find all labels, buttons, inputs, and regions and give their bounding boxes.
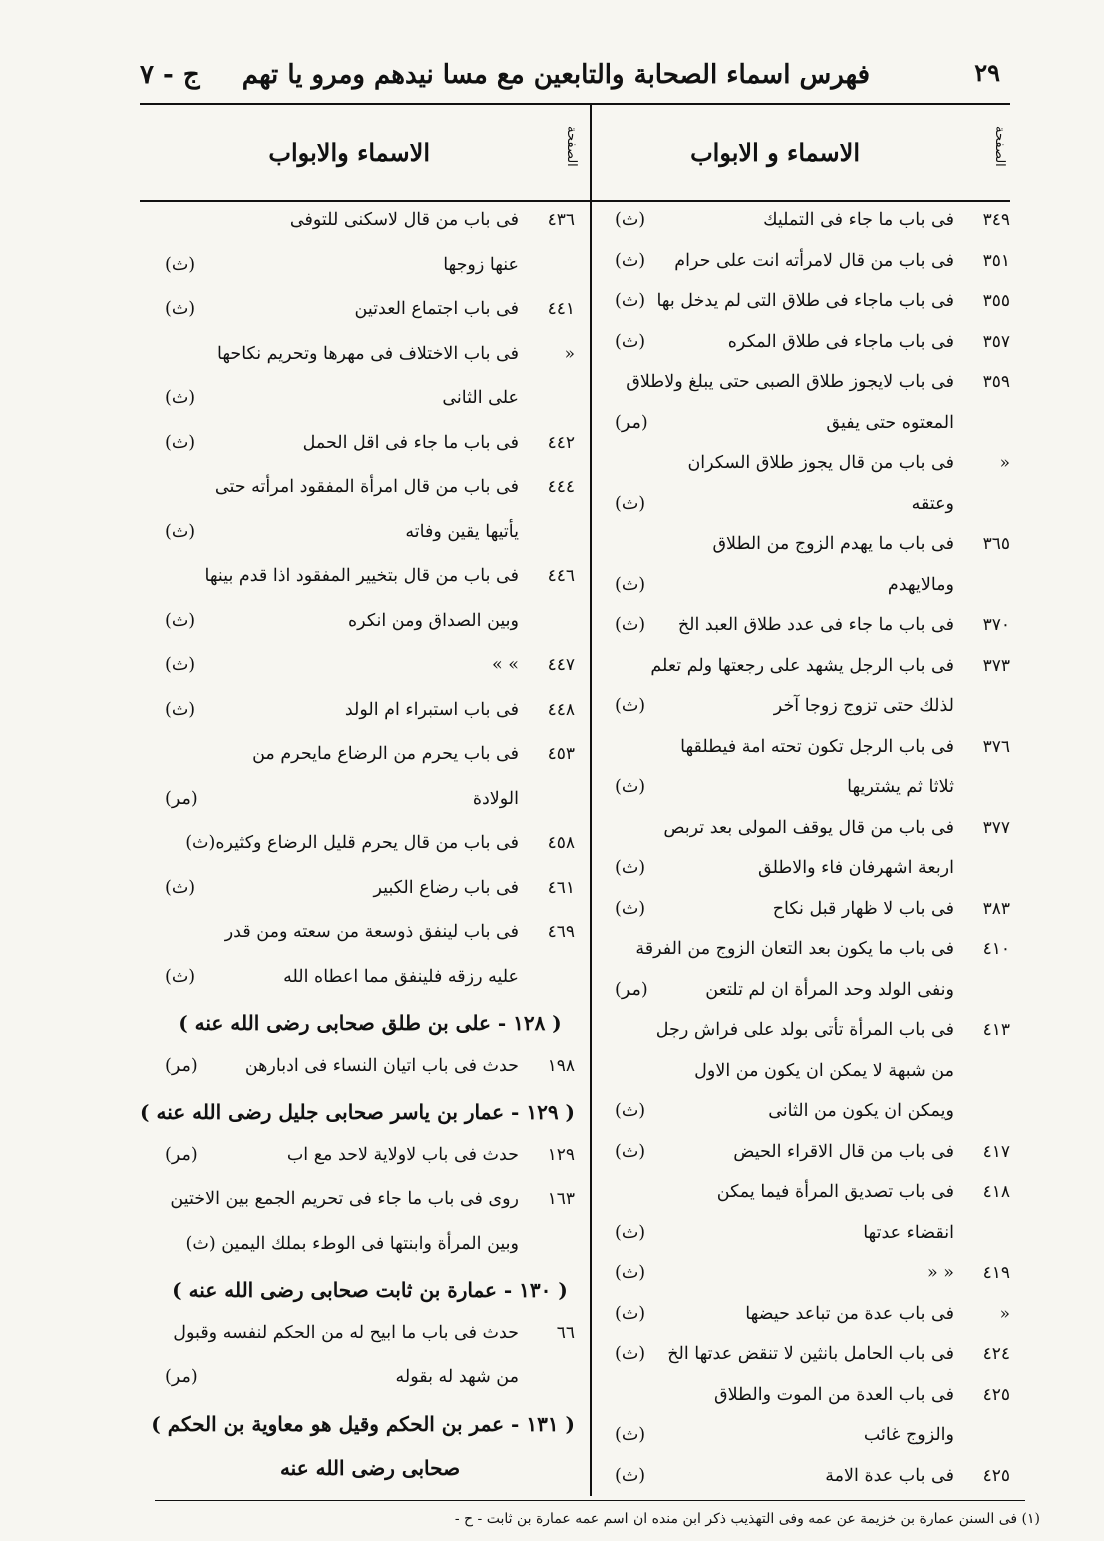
index-entry xyxy=(615,737,1010,771)
source-mark: (ث) xyxy=(615,1141,646,1162)
index-entry xyxy=(165,1367,575,1401)
index-entry xyxy=(165,1145,575,1179)
index-entry xyxy=(615,858,1010,892)
source-mark: (ث) xyxy=(165,254,196,275)
page-ref: ٣٥١ xyxy=(982,250,1010,271)
page-ref: ٤١٣ xyxy=(982,1020,1010,1040)
header-rule xyxy=(140,103,1010,105)
entry-text: حدث فى باب ما ابيح له من الحكم لنفسه وقبول xyxy=(173,1322,519,1343)
page-ref: ٣٨٣ xyxy=(982,898,1010,919)
entry-text: فى باب الاختلاف فى مهرها وتحريم نكاحها xyxy=(216,343,519,364)
page-ref: ٣٥٥ xyxy=(982,291,1010,311)
source-mark: (ث) xyxy=(615,1465,646,1486)
index-entry xyxy=(615,1142,1010,1176)
section-heading xyxy=(151,1411,575,1446)
page-ref: ٤١٧ xyxy=(982,1141,1010,1162)
page-ref: ٤٤٦ xyxy=(547,566,575,586)
index-entry xyxy=(165,789,575,823)
entry-text: فى باب ما يكون بعد التعان الزوج من الفرقة xyxy=(635,939,954,959)
index-entry xyxy=(165,1323,575,1357)
index-entry xyxy=(615,332,1010,366)
source-mark: (ث) xyxy=(615,291,646,311)
source-mark: (مر) xyxy=(615,412,648,433)
entry-text: « « xyxy=(927,1263,954,1283)
index-entry xyxy=(165,833,575,867)
abwab-label-right: الاسماء و الابواب xyxy=(690,138,860,167)
index-entry xyxy=(615,980,1010,1014)
index-entry xyxy=(615,1304,1010,1338)
source-mark: (ث) xyxy=(165,699,196,720)
index-entry xyxy=(165,655,575,689)
entry-text: الولادة xyxy=(472,788,519,809)
index-entry xyxy=(615,372,1010,406)
index-entry xyxy=(615,1385,1010,1419)
index-entry xyxy=(615,615,1010,649)
page-ref: ٤٦١ xyxy=(547,877,575,898)
source-mark: (ث) xyxy=(165,610,196,631)
index-entry xyxy=(165,1234,575,1268)
source-mark: (ث) xyxy=(615,1425,646,1445)
entry-text: يأتيها يقين وفاته xyxy=(405,521,519,542)
entry-text: فى باب من قال بتخيير المفقود اذا قدم بينها xyxy=(204,566,519,586)
entry-text: وبين الصداق ومن انكره xyxy=(348,610,519,631)
section-heading xyxy=(165,1278,575,1312)
entry-text: انقضاء عدتها xyxy=(863,1222,954,1243)
section-heading xyxy=(165,1456,575,1490)
source-mark: (ث) xyxy=(615,493,646,514)
page-ref: ٤٤٢ xyxy=(547,432,575,453)
page-ref: ٦٦ xyxy=(556,1322,575,1343)
page-ref: ٣٥٩ xyxy=(982,372,1010,392)
column-head-rule xyxy=(140,200,1010,202)
footnote: (١) فى السنن عمارة بن خزيمة عن عمه وفى التهذيب ذكر ابن منده ان اسم عمه عمارة بن ثابت - ح - xyxy=(454,1511,1040,1527)
entry-text: من شبهة لا يمكن ان يكون من الاول xyxy=(694,1060,954,1081)
entry-text: فى باب المرأة تأتى بولد على فراش رجل xyxy=(655,1020,954,1040)
entry-text: فى باب اجتماع العدتين xyxy=(354,299,519,319)
index-entry xyxy=(165,878,575,912)
page-ref: ٤٢٥ xyxy=(982,1384,1010,1405)
index-entry xyxy=(615,1425,1010,1459)
page-ref: ٤١٠ xyxy=(982,939,1010,959)
section-heading xyxy=(140,1100,575,1134)
source-mark: (ث) xyxy=(615,858,646,878)
source-mark: (ث) xyxy=(165,655,196,675)
index-entry xyxy=(615,1020,1010,1054)
entry-text: فى باب عدة الامة xyxy=(825,1465,954,1486)
index-entry xyxy=(615,939,1010,973)
entry-text: ويمكن ان يكون من الثانى xyxy=(768,1101,954,1121)
entry-text: فى باب من قال لاسكنى للتوفى xyxy=(289,210,519,230)
page-ref: ٣٧٦ xyxy=(982,736,1010,757)
index-entry xyxy=(615,818,1010,852)
index-entry xyxy=(615,1263,1010,1297)
entry-text: وعتقه xyxy=(911,493,954,514)
entry-text: من شهد له بقوله xyxy=(395,1367,519,1387)
index-entry xyxy=(165,210,575,244)
entry-text: فى باب الرجل تكون تحته امة فيطلقها xyxy=(680,736,954,757)
source-mark: (مر) xyxy=(615,979,648,1000)
page-ref: ٤٢٥ xyxy=(982,1465,1010,1486)
index-entry xyxy=(165,255,575,289)
page-ref: ٣٤٩ xyxy=(982,210,1010,230)
source-mark: (ث) xyxy=(615,574,646,595)
entry-text: فى باب من قال الاقراء الحيض xyxy=(733,1141,954,1162)
source-mark: (ث) xyxy=(615,898,646,919)
index-entry xyxy=(165,611,575,645)
index-entry xyxy=(165,1189,575,1223)
index-entry xyxy=(615,1466,1010,1500)
source-mark: (ث) xyxy=(615,777,646,797)
entry-text: فى باب عدة من تباعد حيضها xyxy=(745,1303,954,1324)
index-entry xyxy=(615,1223,1010,1257)
entry-text: فى باب ما يهدم الزوج من الطلاق xyxy=(712,534,954,554)
entry-text: فى باب ما جاء فى عدد طلاق العبد الخ xyxy=(677,615,954,635)
index-entry xyxy=(165,1056,575,1090)
entry-text: فى باب لا ظهار قبل نكاح xyxy=(772,898,954,919)
page-ref: ٣٦٥ xyxy=(982,534,1010,554)
source-mark: (ث) xyxy=(165,432,196,453)
index-entry xyxy=(165,299,575,333)
section-heading xyxy=(165,1011,575,1045)
index-entry xyxy=(615,575,1010,609)
column-divider xyxy=(590,104,592,1496)
abwab-label-left: الاسماء والابواب xyxy=(268,138,430,167)
entry-text: فى باب تصديق المرأة فيما يمكن xyxy=(716,1182,954,1202)
page-ref: ٤٥٣ xyxy=(547,744,575,764)
page-ref: ٤٥٨ xyxy=(547,833,575,853)
index-entry xyxy=(615,494,1010,528)
entry-text: فى باب ما جاء فى التمليك xyxy=(763,210,954,230)
entry-text: فى باب استبراء ام الولد xyxy=(344,699,519,720)
left-column-header xyxy=(150,126,580,190)
safha-label-left: الصفحة xyxy=(564,126,579,167)
entry-text: فى باب العدة من الموت والطلاق xyxy=(714,1384,954,1405)
index-entry xyxy=(165,522,575,556)
index-entry xyxy=(615,899,1010,933)
index-entry xyxy=(615,291,1010,325)
entry-text: فى باب لايجوز طلاق الصبى حتى يبلغ ولاطلاق xyxy=(626,372,954,392)
entry-text: فى باب لينفق ذوسعة من سعته ومن قدر xyxy=(224,922,519,942)
source-mark: (ث) xyxy=(165,299,196,319)
index-entry xyxy=(165,922,575,956)
source-mark: (مر) xyxy=(165,1367,198,1387)
source-mark: (ث) xyxy=(165,877,196,898)
index-entry xyxy=(615,251,1010,285)
volume-label: ج - ٧ xyxy=(140,60,200,90)
source-mark: (ث) xyxy=(615,1303,646,1324)
page-ref: « xyxy=(999,1303,1010,1324)
entry-text: ونفى الولد وحد المرأة ان لم تلتعن xyxy=(705,979,954,1000)
entry-text: فى باب ماجاء فى طلاق التى لم يدخل بها xyxy=(656,291,954,311)
page-ref: ٤٤٧ xyxy=(547,655,575,675)
source-mark: (ث) xyxy=(615,250,646,271)
page-ref: ٤١٩ xyxy=(982,1263,1010,1283)
page-ref: ٤١٨ xyxy=(982,1182,1010,1202)
page-ref: ١٦٣ xyxy=(547,1189,575,1209)
page-ref: ٤٣٦ xyxy=(547,210,575,230)
index-entry xyxy=(615,1101,1010,1135)
index-entry xyxy=(615,413,1010,447)
index-entry xyxy=(615,1061,1010,1095)
page-ref: « xyxy=(564,343,575,364)
source-mark: (ث) xyxy=(165,966,196,987)
entry-text: فى باب يحرم من الرضاع مايحرم من xyxy=(252,744,519,764)
index-entry xyxy=(165,388,575,422)
entry-text: ( ١٣٠ - عمارة بن ثابت صحابى رضى الله عنه ) xyxy=(172,1278,568,1302)
entry-text: » » xyxy=(492,655,519,675)
page-ref: ١٩٨ xyxy=(547,1055,575,1076)
entry-text: ومالايهدم xyxy=(887,574,954,595)
index-entry xyxy=(615,1344,1010,1378)
source-mark: (ث) xyxy=(615,1101,646,1121)
index-entry xyxy=(165,433,575,467)
entry-text: ( ١٣١ - عمر بن الحكم وقيل هو معاوية بن الحكم ) xyxy=(151,1411,575,1436)
entry-text: عنها زوجها xyxy=(443,254,519,275)
entry-text: فى باب الرجل يشهد على رجعتها ولم تعلم xyxy=(650,655,954,676)
entry-text: ( ١٢٩ - عمار بن ياسر صحابى جليل رضى الله عنه ) xyxy=(140,1100,575,1124)
source-mark: (ث) xyxy=(615,210,646,230)
entry-text: فى باب من قال يجوز طلاق السكران xyxy=(687,453,954,473)
page-number: ٢٩ xyxy=(974,58,1000,87)
page-ref: ٤٤١ xyxy=(547,299,575,319)
page-ref: ٤٤٨ xyxy=(547,699,575,720)
entry-text: فى باب من قال لامرأته انت على حرام xyxy=(674,250,954,271)
entry-text: وبين المرأة وابنتها فى الوطء بملك اليمين (ث) xyxy=(185,1233,519,1254)
page-ref: ٤٢٤ xyxy=(982,1344,1010,1364)
index-entry xyxy=(165,967,575,1001)
source-mark: (ث) xyxy=(615,1263,646,1283)
entry-text: ثلاثا ثم يشتريها xyxy=(847,777,954,797)
source-mark: (مر) xyxy=(165,788,198,809)
page-ref: ٣٧٧ xyxy=(982,817,1010,838)
entry-text: لذلك حتى تزوج زوجا آخر xyxy=(773,696,954,716)
index-entry xyxy=(615,453,1010,487)
page-ref: ٣٧٣ xyxy=(982,655,1010,676)
entry-text: حدث فى باب اتيان النساء فى ادبارهن xyxy=(244,1055,519,1076)
page-ref: ٤٤٤ xyxy=(547,477,575,497)
entry-text: على الثانى xyxy=(442,388,519,408)
page-ref: « xyxy=(999,453,1010,473)
entry-text: والزوج غائب xyxy=(863,1425,954,1445)
source-mark: (ث) xyxy=(615,1344,646,1364)
page-title: فهرس اسماء الصحابة والتابعين مع مسا نيدهم ومرو يا تهم xyxy=(241,60,870,90)
index-entry xyxy=(165,344,575,378)
index-entry xyxy=(615,777,1010,811)
index-entry xyxy=(615,696,1010,730)
entry-text: فى باب ماجاء فى طلاق المكره xyxy=(727,331,954,352)
index-entry xyxy=(615,534,1010,568)
entry-text: ( ١٢٨ - على بن طلق صحابى رضى الله عنه ) xyxy=(178,1011,562,1035)
entry-text: روى فى باب ما جاء فى تحريم الجمع بين الاختين xyxy=(170,1189,519,1209)
page-ref: ٣٥٧ xyxy=(982,331,1010,352)
page-ref: ١٢٩ xyxy=(547,1144,575,1165)
entry-text: فى باب ما جاء فى اقل الحمل xyxy=(302,432,519,453)
source-mark: (ث) xyxy=(165,388,196,408)
entry-text: فى باب من قال امرأة المفقود امرأته حتى xyxy=(214,477,519,497)
index-entry xyxy=(165,477,575,511)
right-column-header xyxy=(600,126,1010,190)
entry-text: فى باب الحامل بانثين لا تنقض عدتها الخ xyxy=(667,1344,954,1364)
page-header xyxy=(140,58,1000,98)
index-entry xyxy=(615,1182,1010,1216)
source-mark: (ث) xyxy=(615,696,646,716)
index-entry xyxy=(165,566,575,600)
entry-text: عليه رزقه فلينفق مما اعطاه الله xyxy=(283,966,519,987)
safha-label-right: الصفحة xyxy=(992,126,1007,167)
index-entry xyxy=(165,700,575,734)
index-entry xyxy=(615,210,1010,244)
entry-text: حدث فى باب لاولاية لاحد مع اب xyxy=(286,1144,519,1165)
entry-text: فى باب من قال يوقف المولى بعد تربص xyxy=(663,817,954,838)
source-mark: (مر) xyxy=(165,1144,198,1165)
entry-text: فى باب رضاع الكبير xyxy=(373,877,519,898)
source-mark: (ث) xyxy=(615,1222,646,1243)
page-ref: ٤٦٩ xyxy=(547,922,575,942)
source-mark: (ث) xyxy=(615,615,646,635)
entry-text: فى باب من قال يحرم قليل الرضاع وكثيره(ث) xyxy=(185,833,519,853)
entry-text: المعتوه حتى يفيق xyxy=(826,412,954,433)
index-entry xyxy=(165,744,575,778)
entry-text: صحابى رضى الله عنه xyxy=(279,1456,461,1480)
footnote-rule xyxy=(155,1500,1025,1501)
entry-text: اربعة اشهرفان فاء والاطلق xyxy=(757,858,954,878)
page-ref: ٣٧٠ xyxy=(982,615,1010,635)
source-mark: (ث) xyxy=(165,521,196,542)
source-mark: (مر) xyxy=(165,1055,198,1076)
source-mark: (ث) xyxy=(615,331,646,352)
index-entry xyxy=(615,656,1010,690)
